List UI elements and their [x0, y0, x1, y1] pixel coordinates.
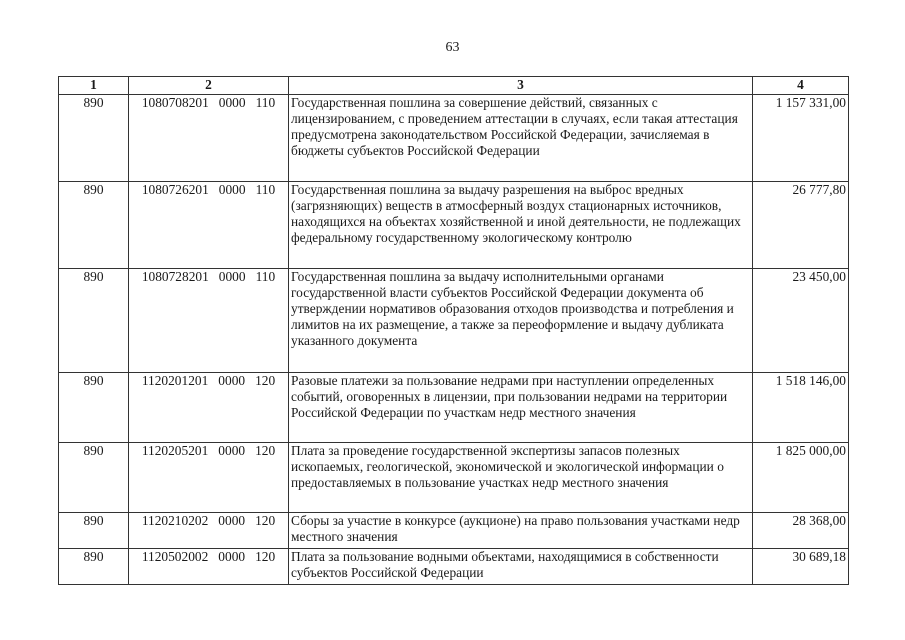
code-segment: 0000 — [218, 269, 246, 284]
revenue-name-cell: Сборы за участие в конкурсе (аукционе) на право пользования участками недр местного значения — [289, 513, 753, 549]
code-segment: 110 — [255, 95, 276, 110]
code-segment: 120 — [255, 549, 276, 564]
code-segment: 120 — [255, 443, 276, 458]
code-segment: 1080728201 — [141, 269, 209, 284]
code-segment: 1120205201 — [141, 443, 209, 458]
amount-cell: 26 777,80 — [753, 182, 849, 269]
code-segment: 110 — [255, 182, 276, 197]
admin-code-cell: 890 — [59, 95, 129, 182]
table-row — [59, 269, 849, 373]
revenue-name-cell: Государственная пошлина за выдачу исполнительными органами государственной власти субъектов Российской Федерации документа об утверждении нормативов образования отходов производства и потребления и лимитов на их размещение, а также за переоформление и выдачу дубликата указанного документа — [289, 269, 753, 373]
budget-code-cell — [129, 513, 289, 549]
revenue-name-cell: Разовые платежи за пользование недрами при наступлении определенных событий, оговоренных в лицензии, при пользовании недрами на территории Российской Федерации по участкам недр местного значения — [289, 373, 753, 443]
amount-cell: 30 689,18 — [753, 549, 849, 585]
code-segment: 0000 — [218, 549, 246, 564]
admin-code-cell: 890 — [59, 549, 129, 585]
amount-cell: 1 518 146,00 — [753, 373, 849, 443]
table-row — [59, 373, 849, 443]
budget-code-cell — [129, 182, 289, 269]
budget-table — [58, 76, 849, 585]
header-col-1: 1 — [59, 77, 129, 95]
code-segment: 1080708201 — [141, 95, 209, 110]
header-row — [59, 77, 849, 95]
admin-code-cell: 890 — [59, 443, 129, 513]
admin-code-cell: 890 — [59, 513, 129, 549]
revenue-name-cell: Плата за проведение государственной экспертизы запасов полезных ископаемых, геологической, экономической и экологической информации о предоставляемых в пользование участках недр местного значения — [289, 443, 753, 513]
header-col-4: 4 — [753, 77, 849, 95]
code-segment: 1080726201 — [141, 182, 209, 197]
code-segment: 1120502002 — [141, 549, 209, 564]
admin-code-cell: 890 — [59, 182, 129, 269]
code-segment: 0000 — [218, 513, 246, 528]
budget-code-cell — [129, 95, 289, 182]
revenue-name-cell: Государственная пошлина за совершение действий, связанных с лицензированием, с проведением аттестации в случаях, если такая аттестация предусмотрена законодательством Российской Федерации, зачисляемая в бюджеты субъектов Российской Федерации — [289, 95, 753, 182]
budget-code-cell — [129, 549, 289, 585]
amount-cell: 1 157 331,00 — [753, 95, 849, 182]
amount-cell: 1 825 000,00 — [753, 443, 849, 513]
admin-code-cell: 890 — [59, 269, 129, 373]
revenue-name-cell: Плата за пользование водными объектами, находящимися в собственности субъектов Российской Федерации — [289, 549, 753, 585]
amount-cell: 23 450,00 — [753, 269, 849, 373]
code-segment: 1120210202 — [141, 513, 209, 528]
code-segment: 110 — [255, 269, 276, 284]
page-number: 63 — [445, 40, 460, 55]
budget-code-cell — [129, 373, 289, 443]
header-col-3: 3 — [289, 77, 753, 95]
admin-code-cell: 890 — [59, 373, 129, 443]
header-col-2: 2 — [129, 77, 289, 95]
table-body — [59, 95, 849, 585]
code-segment: 1120201201 — [141, 373, 209, 388]
code-segment: 120 — [255, 373, 276, 388]
table-row — [59, 182, 849, 269]
table-row — [59, 513, 849, 549]
code-segment: 0000 — [218, 182, 246, 197]
table-row — [59, 549, 849, 585]
code-segment: 120 — [255, 513, 276, 528]
revenue-name-cell: Государственная пошлина за выдачу разрешения на выброс вредных (загрязняющих) веществ в атмосферный воздух стационарных источников, находящихся на объектах хозяйственной и иной деятельности, не подлежащих федеральному государственному экологическому контролю — [289, 182, 753, 269]
code-segment: 0000 — [218, 373, 246, 388]
amount-cell: 28 368,00 — [753, 513, 849, 549]
table-header — [59, 77, 849, 95]
budget-code-cell — [129, 269, 289, 373]
table-row — [59, 95, 849, 182]
budget-code-cell — [129, 443, 289, 513]
code-segment: 0000 — [218, 443, 246, 458]
code-segment: 0000 — [218, 95, 246, 110]
table-row — [59, 443, 849, 513]
